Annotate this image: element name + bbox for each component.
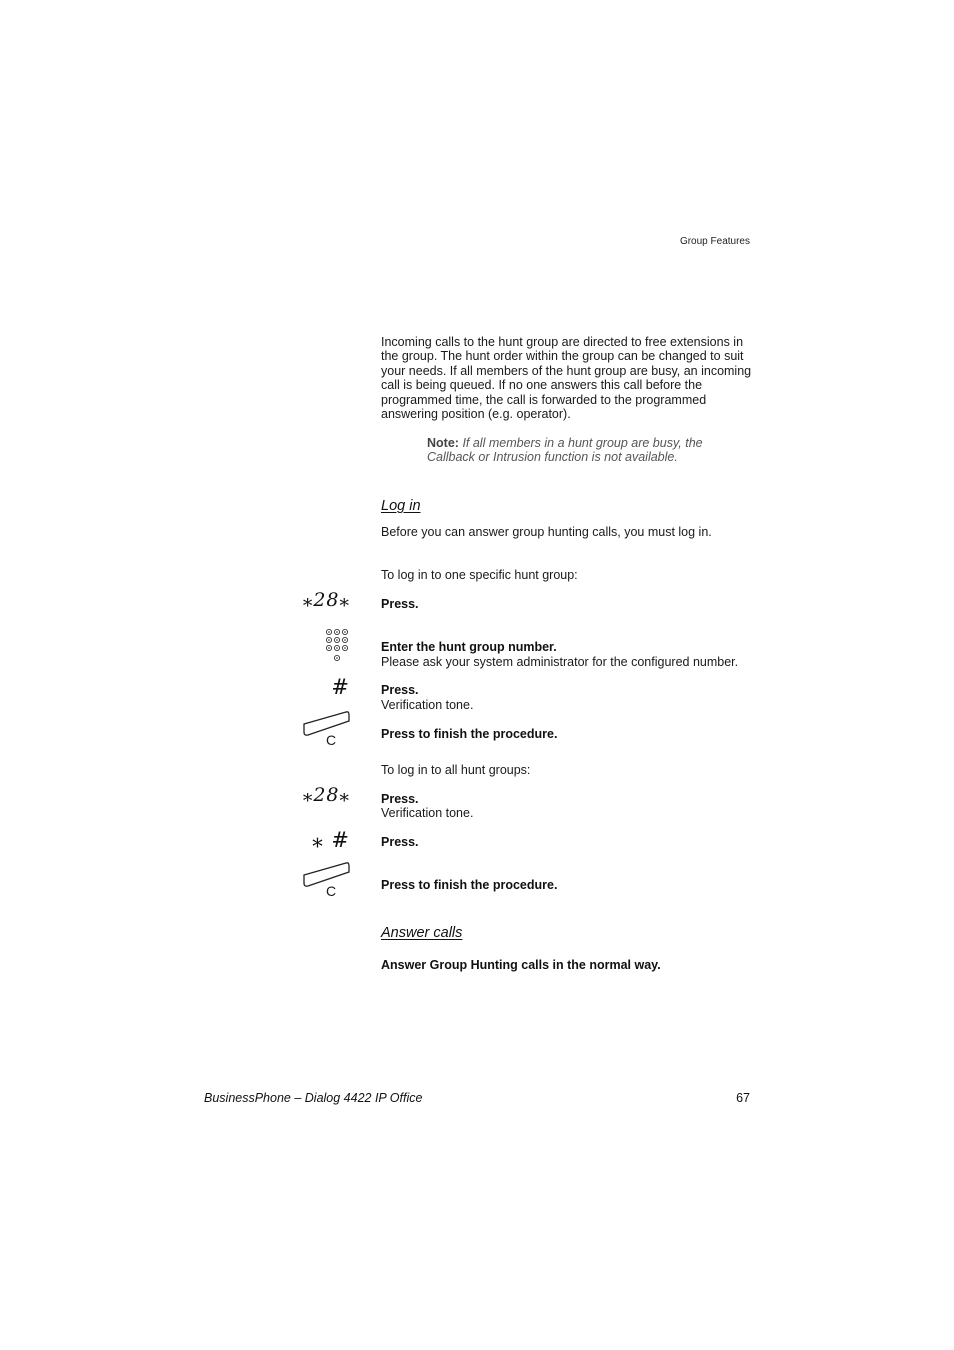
step-press-star-hash: Press. bbox=[381, 835, 419, 849]
login-heading: Log in bbox=[381, 498, 421, 514]
hash-key-icon: # bbox=[331, 675, 350, 699]
step-finish-procedure-all: Press to finish the procedure. bbox=[381, 878, 558, 892]
intro-paragraph: Incoming calls to the hunt group are directed to free extensions in the group. The hunt order within the group can be changed to suit your needs. If all members of the hunt group are busy, an incoming call is being queued. If no one answers this call before the programmed time, the call is forwarded to the programmed answering position (e.g. operator). bbox=[381, 335, 752, 422]
star-28-star-key-icon: ⁎28⁎ bbox=[302, 589, 350, 611]
star-28-star-key-icon: ⁎28⁎ bbox=[302, 784, 350, 806]
step-press-hash: Press. bbox=[381, 683, 419, 697]
answer-instruction: Answer Group Hunting calls in the normal way. bbox=[381, 958, 661, 972]
login-all-intro: To log in to all hunt groups: bbox=[381, 763, 531, 777]
note-text: If all members in a hunt group are busy, the Callback or Intrusion function is not available. bbox=[427, 436, 703, 465]
clear-key-icon bbox=[300, 708, 352, 750]
note-label: Note: bbox=[427, 436, 459, 450]
clear-key-label: C bbox=[326, 883, 337, 899]
step-press-code-all-detail: Verification tone. bbox=[381, 806, 474, 820]
note-block bbox=[427, 436, 753, 465]
star-hash-key-icon: ⁎ # bbox=[312, 828, 350, 852]
step-finish-procedure: Press to finish the procedure. bbox=[381, 727, 558, 741]
step-press-code-all: Press. bbox=[381, 792, 419, 806]
login-description: Before you can answer group hunting calls, you must log in. bbox=[381, 525, 712, 539]
clear-key-icon bbox=[300, 859, 352, 901]
keypad-icon bbox=[324, 628, 352, 664]
clear-key-label: C bbox=[326, 732, 337, 748]
running-header: Group Features bbox=[679, 236, 750, 247]
page-number: 67 bbox=[736, 1091, 750, 1105]
answer-heading: Answer calls bbox=[381, 925, 463, 941]
step-enter-number-detail: Please ask your system administrator for the configured number. bbox=[381, 655, 739, 669]
login-specific-intro: To log in to one specific hunt group: bbox=[381, 568, 578, 582]
step-enter-number: Enter the hunt group number. bbox=[381, 640, 557, 654]
step-press-hash-detail: Verification tone. bbox=[381, 698, 474, 712]
footer-title: BusinessPhone – Dialog 4422 IP Office bbox=[204, 1091, 423, 1105]
step-press-code: Press. bbox=[381, 597, 419, 611]
